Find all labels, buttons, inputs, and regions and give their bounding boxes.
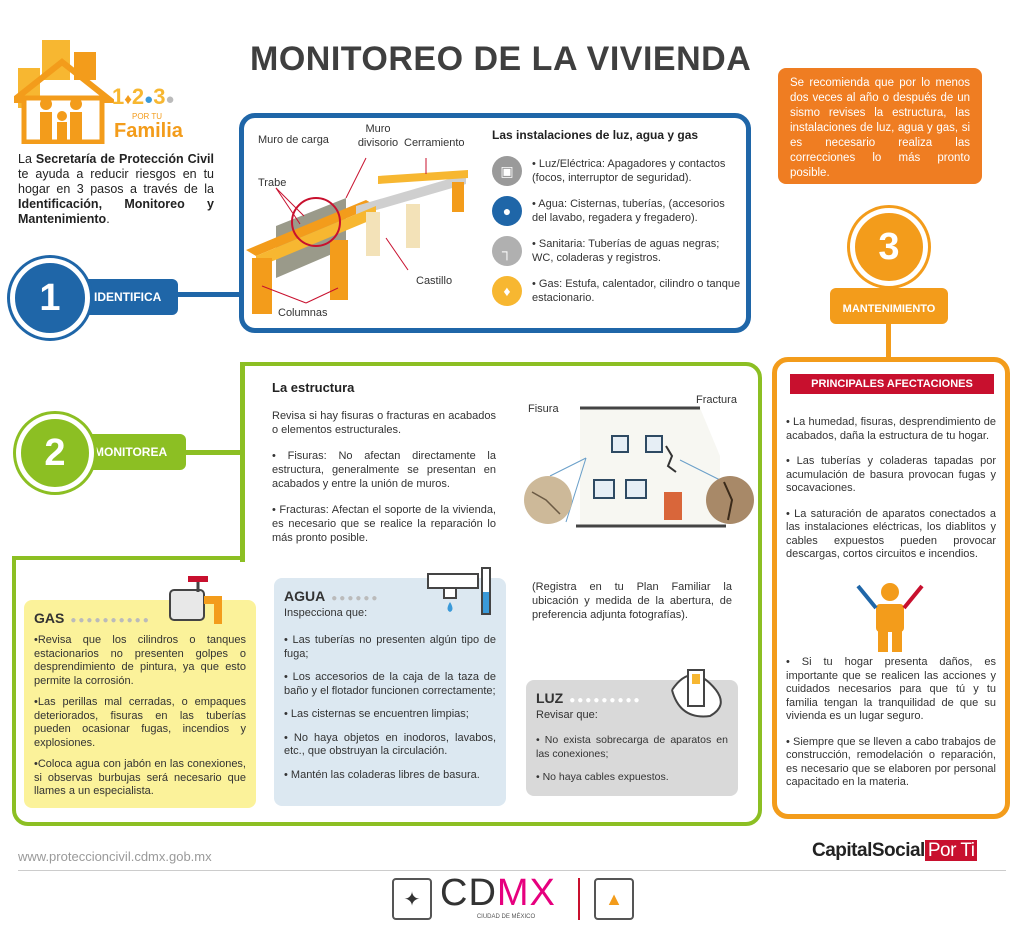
- step1-circle: [10, 258, 90, 338]
- intro-steps: Identificación, Monitoreo y Mantenimiento: [18, 197, 214, 226]
- instalacion-text: • Luz/Eléctrica: Apagadores y contactos (focos, interruptor de seguridad).: [532, 158, 726, 184]
- fractura-closeup: [706, 476, 754, 524]
- luz-item: • No exista sobrecarga de aparatos en las conexiones;: [536, 734, 728, 760]
- gas-dots: ●●●●●●●●●●: [70, 615, 151, 626]
- cdmx-logo: [440, 874, 572, 926]
- worker-tools-icon: [852, 578, 928, 654]
- step3-number: 3: [878, 225, 900, 268]
- green-step-vertical: [240, 362, 245, 562]
- step2-circle: [16, 414, 94, 492]
- instalacion-item: [492, 276, 742, 306]
- instalaciones-title: Las instalaciones de luz, agua y gas: [492, 128, 699, 142]
- agua-sub: Inspecciona que:: [284, 607, 368, 619]
- luz-item: • No haya cables expuestos.: [536, 771, 669, 783]
- water-drop-icon: ●: [492, 196, 522, 226]
- step3-connector: [886, 322, 891, 360]
- afectacion-item: • La humedad, fisuras, desprendimiento de acabados, daña la estructura de tu hogar.: [786, 416, 996, 442]
- steps-logo: [112, 84, 175, 110]
- step2-number: 2: [44, 431, 66, 474]
- afectacion-item: • La saturación de aparatos conectados a las instalaciones eléctricas, los diablitos y cables expuestos pueden provocar descargas, cortos circuitos e incendios.: [786, 507, 996, 560]
- label-fractura: Fractura: [696, 394, 737, 406]
- luz-title: LUZ: [536, 690, 564, 706]
- label-trabe: Trabe: [258, 177, 287, 189]
- familia-logo: [14, 38, 214, 148]
- step1-number: 1: [39, 276, 61, 319]
- intro-text: La Secretaría de Protección Civil te ayuda a reducir riesgos en tu hogar en 3 pasos a través de la Identificación, Monitoreo y Mantenimiento.: [18, 152, 214, 226]
- afectaciones-header: PRINCIPALES AFECTACIONES: [790, 374, 994, 394]
- proteccion-civil-icon: ▲: [594, 878, 634, 920]
- label-muro-carga: Muro de carga: [258, 134, 329, 146]
- estructura-fracturas: • Fracturas: Afectan el soporte de la vivienda, es necesario que se realice la reparación lo más pronto posible.: [272, 504, 496, 544]
- recommendation-note: Se recomienda que por lo menos dos veces al año o después de un sismo revises la estructura, las instalaciones de luz, agua y gas, si es necesario realiza las correcciones lo más pronto posible.: [778, 68, 982, 184]
- agua-item: • Las cisternas se encuentren limpias;: [284, 708, 469, 720]
- green-step-horizontal: [12, 556, 244, 560]
- fisura-closeup: [524, 476, 572, 524]
- gas-title: GAS: [34, 610, 65, 626]
- gas-p2: •Las perillas mal cerradas, o empaques deteriorados, fisuras en las tuberías pueden ocasionar fugas, incendios y explosiones.: [34, 696, 246, 749]
- house-cracks-illustration: [520, 396, 756, 532]
- page-title: MONITOREO DE LA VIVIENDA: [250, 40, 752, 78]
- estructura-fisuras: • Fisuras: No afectan directamente la estructura, generalmente se presentan en acabados y entre la unión de muros.: [272, 450, 496, 490]
- step2-label: MONITOREA: [94, 445, 168, 459]
- step3-pill: [830, 288, 948, 324]
- agua-item: • Los accesorios de la caja de la taza de baño y el flotador funcionen correctamente;: [284, 671, 496, 697]
- step3-label: MANTENIMIENTO: [842, 303, 936, 315]
- step1-connector: [170, 292, 242, 297]
- registro-note: (Registra en tu Plan Familiar la ubicación y medida de la abertura, de preferencia adjunta fotografías).: [532, 581, 732, 621]
- instalacion-text: • Agua: Cisternas, tuberías, (accesorios del lavabo, regadera y fregadero).: [532, 198, 725, 224]
- label-cerramiento: Cerramiento: [404, 137, 465, 149]
- label-fisura: Fisura: [528, 403, 559, 415]
- agua-item: • Las tuberías no presenten algún tipo de fuga;: [284, 634, 496, 660]
- flame-icon: ♦: [124, 91, 132, 108]
- green-step-left: [12, 556, 16, 596]
- electric-outlet-icon: ▣: [492, 156, 522, 186]
- agua-item: • Mantén las coladeras libres de basura.: [284, 768, 480, 781]
- logo-familia: Familia: [114, 120, 183, 142]
- label-muro-divisorio: Muro divisorio: [357, 123, 399, 149]
- instalacion-text: • Sanitaria: Tuberías de aguas negras; WC, coladeras y registros.: [532, 238, 720, 264]
- pipe-icon: ┐: [492, 236, 522, 266]
- gas-pipe-icon: [160, 570, 230, 628]
- footer-divider: [18, 870, 1006, 871]
- luz-sub: Revisar que:: [536, 709, 598, 721]
- drop-icon: ●: [144, 91, 154, 108]
- label-castillo: Castillo: [416, 275, 453, 287]
- mexico-shield-icon: ✦: [392, 878, 432, 920]
- estructura-section: [272, 380, 496, 545]
- gas-p3: •Coloca agua con jabón en las conexiones, si observas burbujas será necesario que llames a un especialista.: [34, 758, 246, 797]
- cdmx-sub: CIUDAD DE MÉXICO: [476, 914, 536, 920]
- afectacion-item: • Las tuberías y coladeras tapadas por acumulación de basura provocan fugas y socavaciones.: [786, 455, 996, 494]
- house-family-icon: [14, 38, 114, 144]
- logo-step-3: 3: [153, 84, 166, 109]
- gas-card: [24, 600, 256, 808]
- plug-icon: [668, 660, 734, 720]
- intro-org: Secretaría de Protección Civil: [35, 152, 214, 166]
- logo-por-tu: POR TU: [132, 112, 163, 121]
- logo-divider: [578, 878, 580, 920]
- capital-social-logo: CapitalSocial Por Ti: [812, 840, 977, 862]
- instalacion-item: [492, 236, 742, 266]
- logo-step-1: 1: [112, 84, 125, 109]
- cdmx-wordmark: CDMX: [440, 872, 556, 914]
- agua-title: AGUA: [284, 588, 326, 604]
- faucet-icon: [424, 566, 496, 618]
- gas-p1: •Revisa que los cilindros o tanques estacionarios no presenten golpes o desprendimiento de pintura, ya que esto permite la corrosión.: [34, 634, 246, 687]
- instalacion-item: [492, 196, 742, 226]
- instalacion-text: • Gas: Estufa, calentador, cilindro o tanque estacionario.: [532, 278, 741, 304]
- afectacion-after-item: • Siempre que se lleven a cabo trabajos de construcción, remodelación o reparación, es necesario que se elaboren por personal capacitado en la materia.: [786, 735, 996, 788]
- label-columnas: Columnas: [278, 307, 328, 319]
- afectaciones-list: [786, 404, 996, 562]
- bulb-icon: ●: [165, 91, 175, 108]
- logo-step-2: 2: [131, 84, 145, 109]
- afectacion-after-item: • Si tu hogar presenta daños, es importante que se realicen las acciones y cuidados necesarios para que tú y tu familia tengan la tranquilidad de que su vivienda es un lugar seguro.: [786, 656, 996, 722]
- agua-dots: ●●●●●●: [331, 593, 380, 604]
- luz-dots: ●●●●●●●●●: [569, 695, 642, 706]
- gas-flame-icon: ♦: [492, 276, 522, 306]
- instalaciones-list: [492, 128, 742, 316]
- estructura-intro: Revisa si hay fisuras o fracturas en acabados o elementos estructurales.: [272, 410, 496, 436]
- instalacion-item: [492, 156, 742, 186]
- castillo: [366, 212, 380, 256]
- afectaciones-after: [786, 644, 996, 790]
- step3-circle: [850, 208, 928, 286]
- agua-item: • No haya objetos en inodoros, lavabos, etc., que obstruyan la circulación.: [284, 731, 496, 757]
- estructura-title: La estructura: [272, 380, 355, 395]
- footer-url-link[interactable]: www.proteccioncivil.cdmx.gob.mx: [18, 849, 212, 864]
- step1-label: IDENTIFICA: [94, 290, 162, 304]
